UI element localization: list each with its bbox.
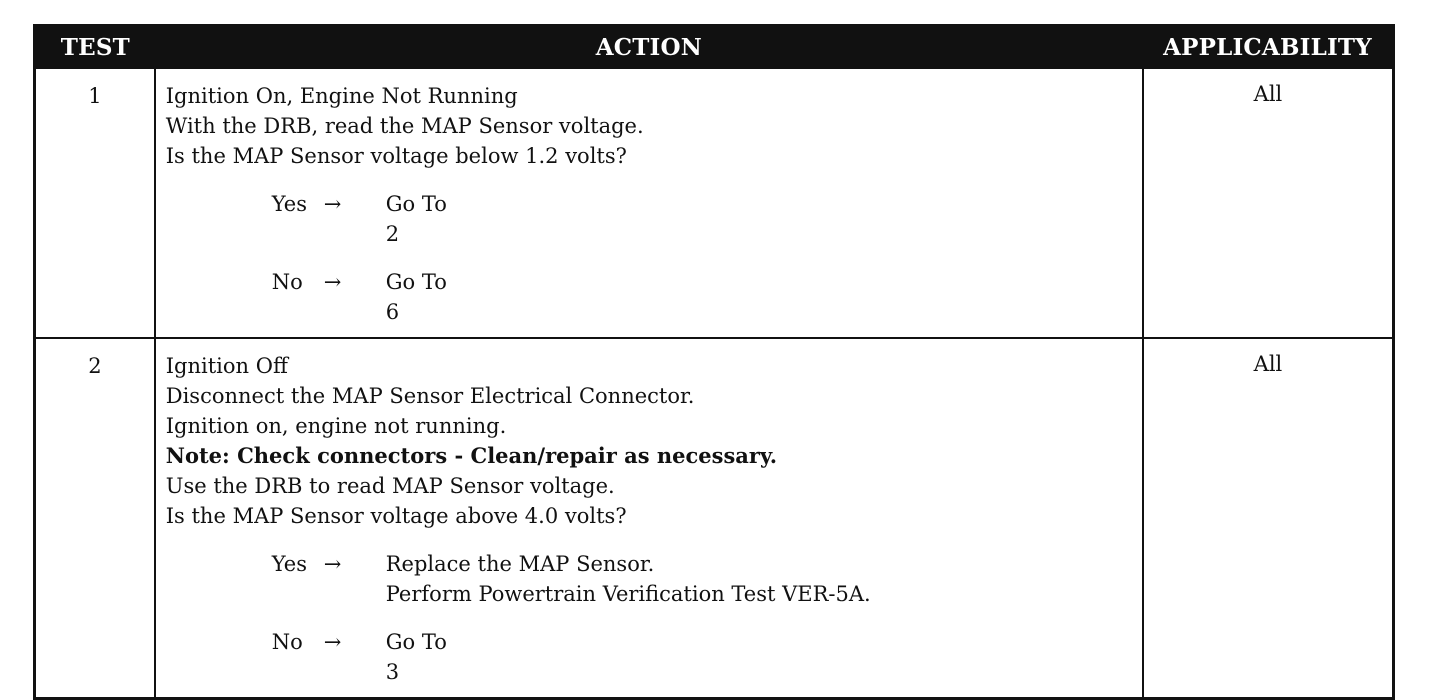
test-number: 2 (35, 338, 155, 699)
table-row (35, 68, 1394, 338)
go-to-label: Go To (385, 630, 447, 654)
action-line: Ignition on, engine not running. (165, 414, 507, 438)
action-line: Is the MAP Sensor voltage below 1.2 volts? (165, 144, 627, 168)
branch-no (272, 267, 1132, 327)
action-line: Ignition On, Engine Not Running (165, 84, 518, 108)
diagnostic-test-table (33, 24, 1395, 700)
branch-yes (272, 189, 1132, 249)
action-cell (155, 338, 1143, 699)
go-to-target: 3 (385, 660, 400, 684)
action-line: With the DRB, read the MAP Sensor voltage. (165, 114, 644, 138)
action-line: Use the DRB to read MAP Sensor voltage. (165, 474, 615, 498)
applicability-cell: All (1143, 338, 1394, 699)
action-note: Note: Check connectors - Clean/repair as necessary. (165, 443, 778, 468)
header-action: ACTION (155, 26, 1143, 69)
branch-no (272, 627, 1132, 687)
table-header-row (35, 26, 1394, 69)
arrow-right-icon: → (323, 552, 342, 576)
applicability-cell: All (1143, 68, 1394, 338)
go-to-label: Go To (385, 270, 447, 294)
branch-list (272, 549, 1132, 687)
answer-no-label: No (271, 630, 303, 654)
branch-yes (272, 549, 1132, 609)
go-to-target: 6 (385, 300, 400, 324)
branch-list (272, 189, 1132, 327)
branch-result (386, 267, 447, 327)
header-test: TEST (35, 26, 155, 69)
answer-no-label: No (271, 270, 303, 294)
action-cell (155, 68, 1143, 338)
answer-yes-label: Yes (271, 192, 307, 216)
table-row (35, 338, 1394, 699)
arrow-right-icon: → (323, 630, 342, 654)
branch-result (386, 549, 871, 609)
action-line: Disconnect the MAP Sensor Electrical Connector. (165, 384, 695, 408)
branch-result (386, 627, 447, 687)
branch-result (386, 189, 447, 249)
go-to-label: Go To (385, 192, 447, 216)
arrow-right-icon: → (323, 192, 342, 216)
result-line: Perform Powertrain Verification Test VER-5A. (385, 582, 871, 606)
go-to-target: 2 (385, 222, 400, 246)
answer-yes-label: Yes (271, 552, 307, 576)
action-line: Ignition Off (165, 354, 288, 378)
arrow-right-icon: → (323, 270, 342, 294)
test-number: 1 (35, 68, 155, 338)
result-line: Replace the MAP Sensor. (385, 552, 655, 576)
header-applicability: APPLICABILITY (1143, 26, 1394, 69)
action-line: Is the MAP Sensor voltage above 4.0 volts? (165, 504, 627, 528)
